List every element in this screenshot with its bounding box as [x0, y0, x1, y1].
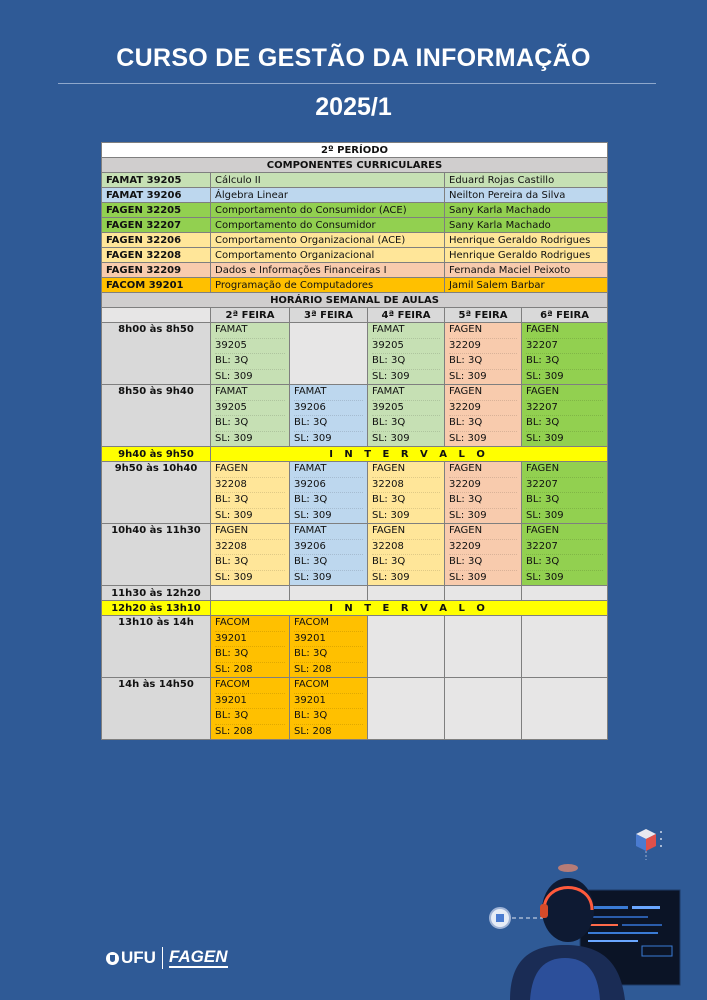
class-cell-line: BL: 3Q	[294, 493, 363, 509]
class-cell-line: FAMAT	[372, 323, 440, 339]
class-cell-line: BL: 3Q	[372, 555, 440, 571]
class-cell-line: FAMAT	[215, 323, 285, 339]
class-cell-line: 32208	[372, 478, 440, 494]
component-code: FAGEN 32208	[102, 248, 211, 263]
time-slot: 14h às 14h50	[102, 678, 211, 740]
class-cell-line: FAGEN	[526, 524, 603, 540]
component-name: Cálculo II	[211, 173, 445, 188]
class-cell-line: 32207	[526, 478, 603, 494]
interval-time: 9h40 às 9h50	[102, 447, 211, 462]
time-slot: 9h50 às 10h40	[102, 462, 211, 524]
cube-icon	[636, 829, 662, 860]
class-cell-line: 39201	[215, 694, 285, 710]
page-title: CURSO DE GESTÃO DA INFORMAÇÃO	[116, 44, 591, 72]
ufu-logo-text: UFU	[121, 948, 156, 967]
component-name: Comportamento do Consumidor (ACE)	[211, 203, 445, 218]
schedule-row	[102, 462, 608, 524]
class-cell-line: SL: 208	[215, 725, 253, 737]
component-code: FAGEN 32205	[102, 203, 211, 218]
component-name: Programação de Computadores	[211, 278, 445, 293]
class-cell	[445, 462, 522, 524]
class-cell-line: 39205	[372, 401, 440, 417]
class-cell-line: SL: 309	[449, 509, 487, 521]
class-cell	[290, 616, 368, 678]
class-cell-line: 32209	[449, 478, 517, 494]
class-cell-line: FAGEN	[449, 462, 517, 478]
class-cell-line: 39201	[294, 694, 363, 710]
component-row	[102, 248, 608, 263]
component-name: Comportamento Organizacional (ACE)	[211, 233, 445, 248]
schedule-row	[102, 616, 608, 678]
day-header: 5ª FEIRA	[445, 308, 522, 323]
schedule-row	[102, 586, 608, 601]
component-professor: Sany Karla Machado	[445, 218, 608, 233]
empty-cell	[290, 586, 368, 601]
component-row	[102, 173, 608, 188]
schedule-row	[102, 385, 608, 447]
schedule-row	[102, 678, 608, 740]
empty-cell	[522, 586, 608, 601]
class-cell	[522, 385, 608, 447]
class-cell-line: FACOM	[294, 616, 363, 632]
class-cell-line: FAGEN	[526, 323, 603, 339]
empty-cell	[522, 678, 608, 740]
class-cell	[368, 385, 445, 447]
empty-cell	[290, 323, 368, 385]
class-cell	[522, 323, 608, 385]
class-cell-line: 39201	[215, 632, 285, 648]
class-cell-line: 32207	[526, 339, 603, 355]
class-cell-line: FAMAT	[294, 385, 363, 401]
class-cell-line: BL: 3Q	[294, 647, 363, 663]
empty-cell	[211, 586, 290, 601]
class-cell-line: FACOM	[215, 678, 285, 694]
class-cell-line: SL: 309	[215, 509, 253, 521]
class-cell	[445, 323, 522, 385]
class-cell-line: SL: 309	[526, 370, 564, 382]
class-cell-line: 32209	[449, 339, 517, 355]
component-row	[102, 233, 608, 248]
interval-time: 12h20 às 13h10	[102, 601, 211, 616]
class-cell-line: SL: 309	[372, 370, 410, 382]
class-cell-line: 32208	[215, 478, 285, 494]
class-cell-line: BL: 3Q	[372, 416, 440, 432]
component-row	[102, 203, 608, 218]
class-cell-line: BL: 3Q	[449, 354, 517, 370]
person-illustration	[470, 820, 707, 1000]
class-cell	[290, 524, 368, 586]
empty-cell	[522, 616, 608, 678]
schedule-table	[101, 142, 608, 740]
class-cell-line: BL: 3Q	[294, 555, 363, 571]
days-corner	[102, 308, 211, 323]
class-cell-line: BL: 3Q	[294, 709, 363, 725]
class-cell-line: 39205	[372, 339, 440, 355]
class-cell-line: BL: 3Q	[215, 354, 285, 370]
class-cell-line: SL: 208	[294, 663, 332, 675]
components-header: COMPONENTES CURRICULARES	[102, 158, 608, 173]
class-cell-line: SL: 208	[215, 663, 253, 675]
class-cell-line: FAGEN	[449, 323, 517, 339]
class-cell-line: FAGEN	[215, 462, 285, 478]
class-cell	[290, 678, 368, 740]
class-cell	[290, 385, 368, 447]
empty-cell	[445, 616, 522, 678]
time-slot: 8h00 às 8h50	[102, 323, 211, 385]
component-name: Álgebra Linear	[211, 188, 445, 203]
class-cell	[211, 323, 290, 385]
class-cell-line: SL: 309	[526, 432, 564, 444]
class-cell-line: 39206	[294, 540, 363, 556]
interval-label: I N T E R V A L O	[211, 601, 608, 616]
empty-cell	[368, 678, 445, 740]
class-cell-line: 39205	[215, 401, 285, 417]
day-header: 3ª FEIRA	[290, 308, 368, 323]
schedule-row	[102, 601, 608, 616]
empty-cell	[368, 616, 445, 678]
class-cell-line: SL: 309	[294, 432, 332, 444]
schedule-row	[102, 524, 608, 586]
class-cell	[368, 323, 445, 385]
class-cell-line: BL: 3Q	[372, 354, 440, 370]
class-cell	[368, 524, 445, 586]
component-row	[102, 218, 608, 233]
title-divider	[58, 83, 656, 84]
component-row	[102, 263, 608, 278]
class-cell-line: SL: 309	[449, 571, 487, 583]
time-slot: 13h10 às 14h	[102, 616, 211, 678]
class-cell-line: FAGEN	[526, 385, 603, 401]
class-cell-line: 39205	[215, 339, 285, 355]
class-cell-line: FAGEN	[372, 462, 440, 478]
class-cell-line: BL: 3Q	[449, 493, 517, 509]
class-cell-line: FAMAT	[215, 385, 285, 401]
component-code: FAGEN 32209	[102, 263, 211, 278]
class-cell-line: SL: 309	[526, 571, 564, 583]
class-cell-line: SL: 309	[215, 370, 253, 382]
empty-cell	[368, 586, 445, 601]
class-cell-line: BL: 3Q	[215, 555, 285, 571]
class-cell-line: SL: 208	[294, 725, 332, 737]
class-cell-line: SL: 309	[449, 432, 487, 444]
class-cell-line: BL: 3Q	[215, 709, 285, 725]
component-code: FAMAT 39206	[102, 188, 211, 203]
component-professor: Eduard Rojas Castillo	[445, 173, 608, 188]
component-code: FAGEN 32206	[102, 233, 211, 248]
fagen-logo: FAGEN	[168, 947, 228, 966]
interval-label: I N T E R V A L O	[211, 447, 608, 462]
class-cell-line: BL: 3Q	[372, 493, 440, 509]
class-cell-line: FAGEN	[215, 524, 285, 540]
class-cell	[522, 524, 608, 586]
class-cell-line: BL: 3Q	[215, 416, 285, 432]
class-cell-line: BL: 3Q	[526, 555, 603, 571]
component-code: FAMAT 39205	[102, 173, 211, 188]
class-cell	[211, 616, 290, 678]
class-cell-line: BL: 3Q	[526, 416, 603, 432]
class-cell	[211, 462, 290, 524]
class-cell	[445, 385, 522, 447]
class-cell	[368, 462, 445, 524]
class-cell-line: FACOM	[215, 616, 285, 632]
component-name: Comportamento do Consumidor	[211, 218, 445, 233]
period-header: 2º PERÍODO	[102, 143, 608, 158]
class-cell-line: 32208	[372, 540, 440, 556]
class-cell-line: FAMAT	[294, 524, 363, 540]
component-professor: Sany Karla Machado	[445, 203, 608, 218]
logo-separator	[162, 947, 163, 969]
class-cell	[211, 524, 290, 586]
day-header: 4ª FEIRA	[368, 308, 445, 323]
class-cell-line: 32208	[215, 540, 285, 556]
component-name: Dados e Informações Financeiras I	[211, 263, 445, 278]
day-header: 6ª FEIRA	[522, 308, 608, 323]
class-cell-line: FAGEN	[449, 385, 517, 401]
class-cell-line: 39206	[294, 401, 363, 417]
class-cell-line: 32209	[449, 401, 517, 417]
ufu-logo	[106, 948, 156, 968]
class-cell-line: FAGEN	[526, 462, 603, 478]
class-cell-line: SL: 309	[215, 432, 253, 444]
class-cell-line: 32207	[526, 401, 603, 417]
class-cell-line: BL: 3Q	[449, 416, 517, 432]
component-professor: Neilton Pereira da Silva	[445, 188, 608, 203]
component-professor: Henrique Geraldo Rodrigues	[445, 233, 608, 248]
class-cell-line: 32209	[449, 540, 517, 556]
time-slot: 8h50 às 9h40	[102, 385, 211, 447]
schedule-header: HORÁRIO SEMANAL DE AULAS	[102, 293, 608, 308]
component-professor: Henrique Geraldo Rodrigues	[445, 248, 608, 263]
schedule-row	[102, 447, 608, 462]
day-header: 2ª FEIRA	[211, 308, 290, 323]
class-cell-line: SL: 309	[372, 509, 410, 521]
class-cell	[290, 462, 368, 524]
class-cell-line: SL: 309	[449, 370, 487, 382]
ufu-mark-icon	[106, 952, 119, 965]
page-year: 2025/1	[315, 93, 392, 121]
schedule-body	[102, 323, 608, 740]
class-cell-line: BL: 3Q	[526, 493, 603, 509]
class-cell-line: FACOM	[294, 678, 363, 694]
empty-cell	[445, 586, 522, 601]
class-cell-line: 32207	[526, 540, 603, 556]
days-row	[102, 308, 608, 323]
component-professor: Fernanda Maciel Peixoto	[445, 263, 608, 278]
component-row	[102, 278, 608, 293]
class-cell-line: FAMAT	[294, 462, 363, 478]
class-cell-line: BL: 3Q	[294, 416, 363, 432]
class-cell-line: FAGEN	[372, 524, 440, 540]
class-cell-line: FAGEN	[449, 524, 517, 540]
class-cell-line: BL: 3Q	[215, 493, 285, 509]
class-cell-line: BL: 3Q	[449, 555, 517, 571]
component-code: FACOM 39201	[102, 278, 211, 293]
class-cell-line: SL: 309	[215, 571, 253, 583]
class-cell-line: BL: 3Q	[526, 354, 603, 370]
class-cell	[211, 678, 290, 740]
component-code: FAGEN 32207	[102, 218, 211, 233]
class-cell-line: SL: 309	[372, 432, 410, 444]
class-cell-line: SL: 309	[294, 509, 332, 521]
class-cell-line: 39201	[294, 632, 363, 648]
class-cell-line: SL: 309	[526, 509, 564, 521]
class-cell	[445, 524, 522, 586]
time-slot: 10h40 às 11h30	[102, 524, 211, 586]
class-cell	[211, 385, 290, 447]
components-list	[102, 173, 608, 293]
class-cell-line: BL: 3Q	[215, 647, 285, 663]
class-cell	[522, 462, 608, 524]
class-cell-line: SL: 309	[372, 571, 410, 583]
schedule-row	[102, 323, 608, 385]
time-slot: 11h30 às 12h20	[102, 586, 211, 601]
component-professor: Jamil Salem Barbar	[445, 278, 608, 293]
class-cell-line: FAMAT	[372, 385, 440, 401]
class-cell-line: SL: 309	[294, 571, 332, 583]
footer-logos	[106, 945, 228, 971]
class-cell-line: 39206	[294, 478, 363, 494]
component-row	[102, 188, 608, 203]
empty-cell	[445, 678, 522, 740]
component-name: Comportamento Organizacional	[211, 248, 445, 263]
